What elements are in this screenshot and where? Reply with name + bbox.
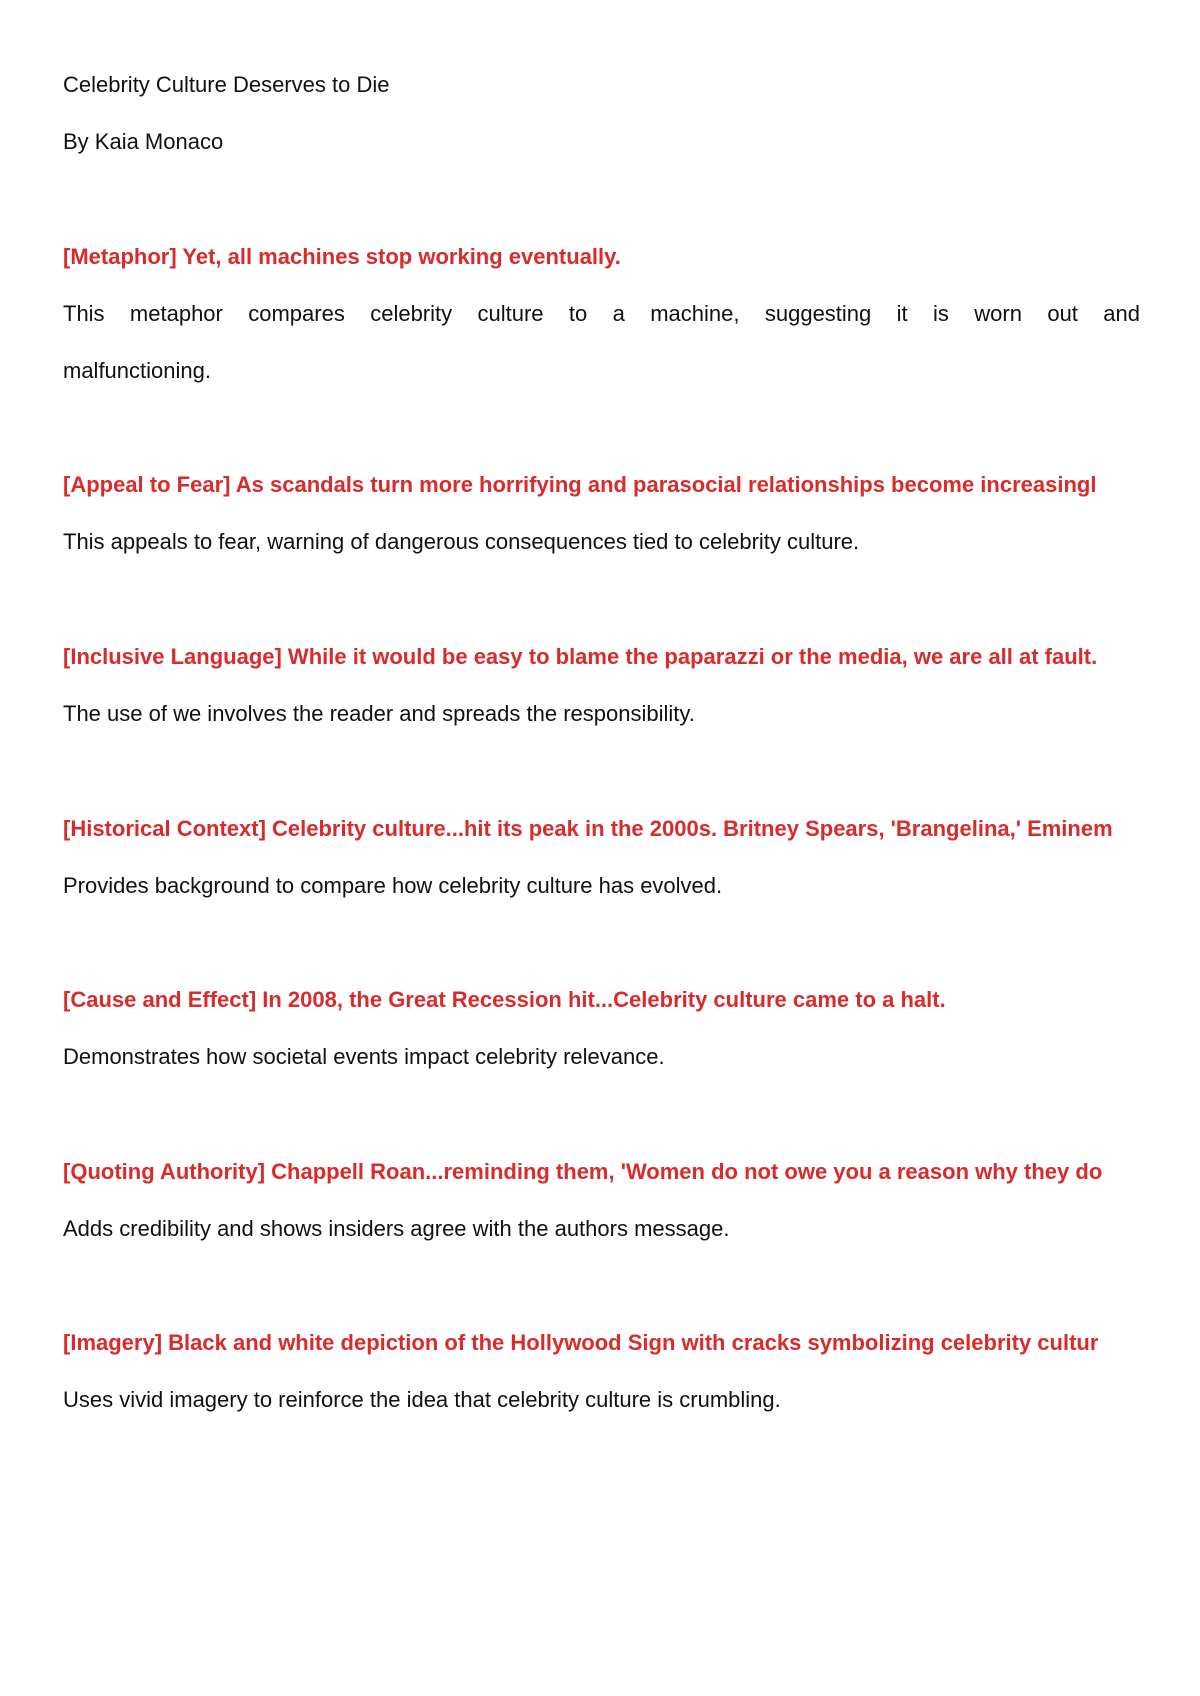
document-title: Celebrity Culture Deserves to Die [63,72,390,97]
section-heading-imagery: [Imagery] Black and white depiction of the Hollywood Sign with cracks symbolizing celebrity cultur [63,1330,1099,1355]
section-explanation-imagery: Uses vivid imagery to reinforce the idea that celebrity culture is crumbling. [63,1387,781,1412]
section-heading-inclusive-language: [Inclusive Language] While it would be easy to blame the paparazzi or the media, we are all at fault. [63,644,1098,669]
section-heading-appeal-to-fear: [Appeal to Fear] As scandals turn more horrifying and parasocial relationships become increasingl [63,472,1097,497]
section-heading-cause-and-effect: [Cause and Effect] In 2008, the Great Recession hit...Celebrity culture came to a halt. [63,987,946,1012]
section-explanation-appeal-to-fear: This appeals to fear, warning of dangerous consequences tied to celebrity culture. [63,529,860,554]
section-explanation-metaphor: This metaphor compares celebrity culture to a machine, suggesting it is worn out and [63,301,1140,326]
section-heading-historical-context: [Historical Context] Celebrity culture...hit its peak in the 2000s. Britney Spears, 'Brangelina,' Eminem [63,816,1113,841]
section-explanation-inclusive-language: The use of we involves the reader and spreads the responsibility. [63,701,695,726]
document-byline: By Kaia Monaco [63,129,224,154]
section-heading-quoting-authority: [Quoting Authority] Chappell Roan...reminding them, 'Women do not owe you a reason why they do [63,1159,1103,1184]
section-explanation-metaphor-continued: malfunctioning. [63,358,211,383]
section-heading-metaphor: [Metaphor] Yet, all machines stop working eventually. [63,244,621,269]
section-explanation-historical-context: Provides background to compare how celebrity culture has evolved. [63,873,723,898]
section-explanation-quoting-authority: Adds credibility and shows insiders agree with the authors message. [63,1216,730,1241]
section-explanation-cause-and-effect: Demonstrates how societal events impact celebrity relevance. [63,1044,665,1069]
